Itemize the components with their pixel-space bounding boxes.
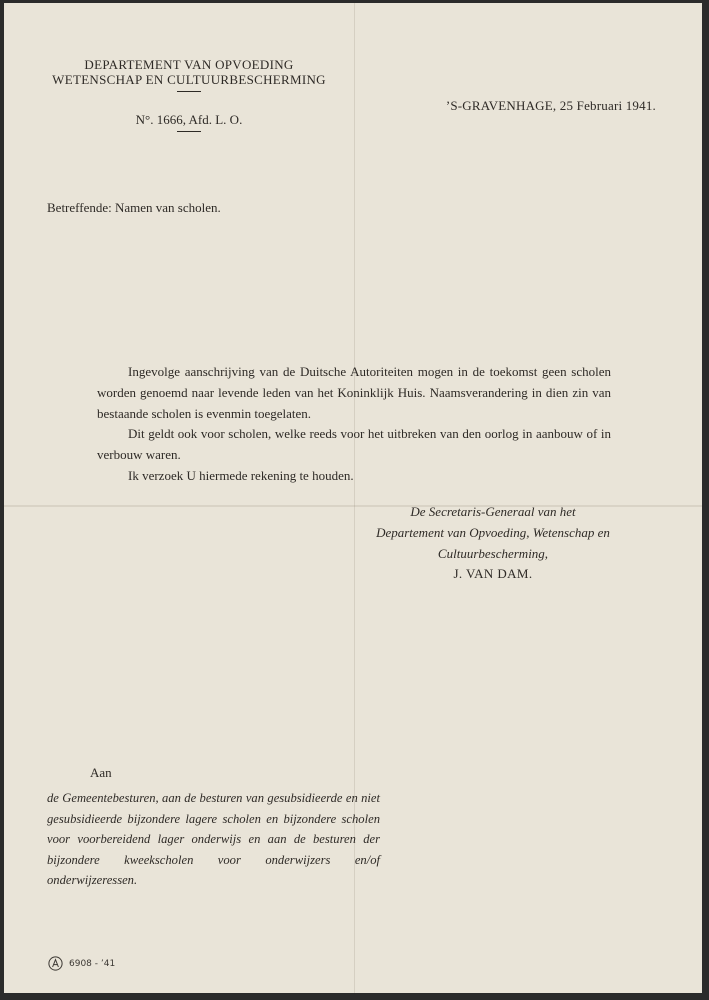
- subject-line: Betreffende: Namen van scholen.: [47, 200, 221, 215]
- addressee-block: [47, 788, 380, 891]
- heading-divider: [177, 91, 201, 92]
- printer-logo-icon: [48, 956, 63, 971]
- reference-number: [34, 112, 344, 132]
- body-paragraph-3: Ik verzoek U hiermede rekening te houden.: [128, 467, 354, 483]
- signatory-name: J. VAN DAM.: [453, 566, 533, 582]
- body-paragraph-2: Dit geldt ook voor scholen, welke reeds voor het uitbreken van den oorlog in aanbouw of in verbouw waren.: [97, 426, 611, 463]
- reference-text: N°. 1666, Afd. L. O.: [135, 112, 243, 127]
- place-and-date: ’S-GRAVENHAGE, 25 Februari 1941.: [445, 98, 656, 113]
- letter-body: [97, 362, 611, 487]
- addressee-line-2: gesubsidieerde bijzondere lagere scholen en bijzondere scholen: [47, 811, 380, 826]
- reference-divider: [177, 131, 201, 132]
- addressee-label: Aan: [90, 765, 112, 780]
- signature-block: [358, 502, 628, 585]
- signature-line-3: Cultuurbescherming,: [437, 545, 549, 561]
- signature-line-2: Departement van Opvoeding, Wetenschap en: [376, 524, 610, 540]
- letter-page: [4, 3, 702, 993]
- printer-mark: [48, 956, 115, 971]
- department-line-1: DEPARTEMENT VAN OPVOEDING: [84, 57, 294, 72]
- signature-line-1: De Secretaris-Generaal van het: [410, 504, 576, 519]
- print-code: 6908 - ’41: [69, 958, 116, 969]
- addressee-line-1: de Gemeentebesturen, aan de besturen van gesubsidieerde en niet: [47, 791, 380, 805]
- department-line-2: WETENSCHAP EN CULTUURBESCHERMING: [52, 72, 326, 87]
- addressee-line-3: voor voorbereidend lager onderwijs en aan de besturen der: [47, 832, 380, 847]
- body-paragraph-1: Ingevolge aanschrijving van de Duitsche Autoriteiten mogen in de toekomst geen scholen worden genoemd naar levende leden van het Koninklijk Huis. Naamsverandering in dien zin van bestaande scholen is evenmin toegelaten.: [97, 364, 611, 421]
- addressee-line-4: bijzondere kweekscholen voor onderwijzers en/of onderwijzeressen.: [47, 852, 380, 888]
- department-heading: [34, 57, 344, 92]
